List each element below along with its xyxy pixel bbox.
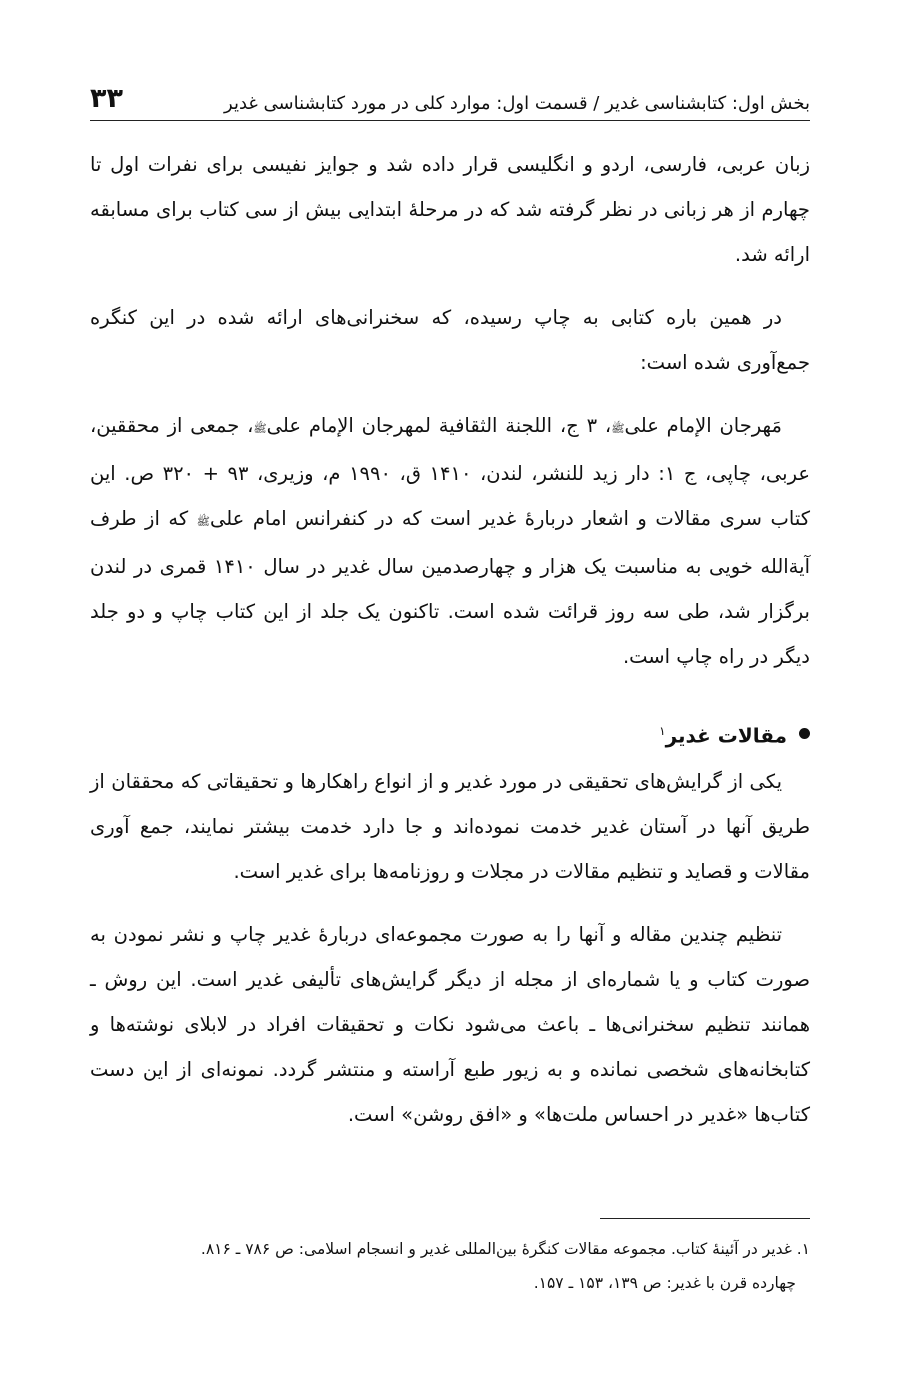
footnote-1: ۱. غدیر در آئینۀ کتاب. مجموعه مقالات کنگرۀ بین‌المللی غدیر و انسجام اسلامی: ص ۷۸۶ ـ ۸۱۶. (200, 1240, 810, 1258)
paragraph-2: در همین باره کتابی به چاپ رسیده، که سخنرانی‌های ارائه شده در این کنگره جمع‌آوری شده است: (90, 306, 810, 374)
salutation-glyph: ﷺ (611, 422, 625, 435)
bib-text-3: که از طرف آیة‌الله خویی به مناسبت یک هزار و چهارصدمین سال غدیر در سال ۱۴۱۰ قمری در لندن برگزار شد، طی سه روز قرائت شده است. تاکنون یک جلد از این کتاب چاپ و دو جلد دیگر در راه چاپ است. (90, 507, 810, 668)
bib-text-1: ، ۳ ج، اللجنة الثقافیة لمهرجان الإمام علی (266, 414, 612, 437)
bib-title: مَهرجان الإمام علی (624, 414, 782, 437)
bullet-icon (799, 728, 810, 739)
paragraph-1: زبان عربی، فارسی، اردو و انگلیسی قرار داده شد و جوایز نفیسی برای نفرات اول تا چهارم از هر زبانی در نظر گرفته شد که در مرحلۀ ابتدایی بیش از سی کتاب برای مسابقه ارائه شد. (90, 153, 810, 266)
section-title (659, 709, 787, 759)
section-heading (90, 709, 810, 759)
footnote-divider (600, 1218, 810, 1219)
salutation-glyph: ﷺ (196, 515, 210, 528)
section-title-text: مقالات غدیر (665, 723, 787, 748)
salutation-glyph: ﷺ (253, 422, 267, 435)
footnotes (90, 1232, 810, 1300)
paragraph-4: یکی از گرایش‌های تحقیقی در مورد غدیر و از انواع راهکارها و تحقیقاتی که محققان از طریق آنها در آستان غدیر خدمت نموده‌اند و جا دارد خدمت بیشتر نمایند، جمع آوری مقالات و قصاید و تنظیم مقالات در مجلات و روزنامه‌ها برای غدیر است. (90, 769, 810, 883)
page-number: ۳۳ (90, 83, 123, 114)
paragraph-5: تنظیم چندین مقاله و آنها را به صورت مجموعه‌ای دربارۀ غدیر چاپ و نشر نمودن به صورت کتاب و یا شماره‌ای از مجله از دیگر گرایش‌های تألیفی غدیر است. این روش ـ همانند تنظیم سخنرانی‌ها ـ باعث می‌شود نکات و تحقیقات افراد در لابلای نوشته‌ها و کتابخانه‌های شخصی نمانده و به زیور طبع آراسته و منتشر گردد. نمونه‌ای از این دست کتاب‌ها «غدیر در احساس ملت‌ها» و «افق روشن» است. (90, 922, 810, 1126)
page-header (90, 68, 810, 121)
running-head: بخش اول: کتابشناسی غدیر / قسمت اول: موارد کلی در مورد کتابشناسی غدیر (224, 93, 810, 114)
footnote-1-continued: چهارده قرن با غدیر: ص ۱۳۹، ۱۵۳ ـ ۱۵۷. (533, 1274, 796, 1292)
bib-text-2: ، جمعی از محققین، عربی، چاپی، ج ۱: دار زید للنشر، لندن، ۱۴۱۰ ق، ۱۹۹۰ م، وزیری، ۹۳ + ۳۲۰ ص. این کتاب سری مقالات و اشعار دربارۀ غدیر است که در کنفرانس امام علی (90, 414, 810, 530)
footnote-reference: ۱ (659, 724, 666, 738)
bibliography-entry (90, 403, 810, 679)
body-text (90, 142, 810, 1155)
